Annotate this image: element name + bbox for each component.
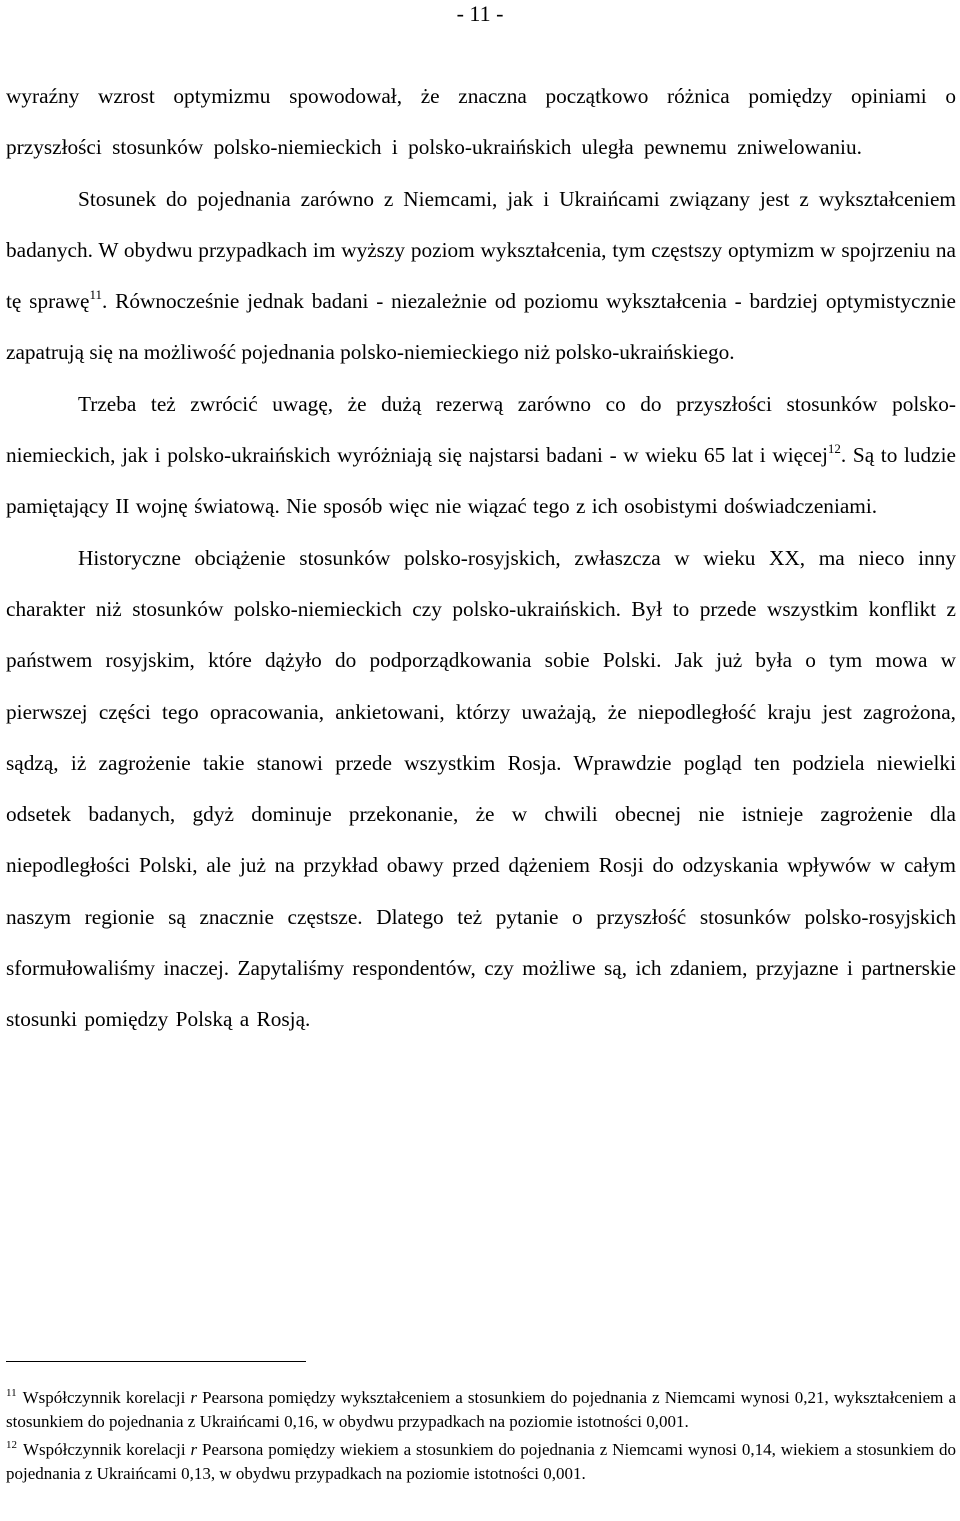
paragraph-3-text-a: Trzeba też zwrócić uwagę, że dużą rezerwą zarówno co do przyszłości stosunków polsko-niemieckich, jak i polsko-ukraińskich wyróżniają się najstarsi badani - w wieku 65 lat i więcej [6, 391, 956, 468]
paragraph-3-text-b: . Są to ludzie pamiętający II wojnę światową. Nie sposób więc nie wiązać tego z ich osobistymi doświadczeniami. [6, 443, 956, 519]
paragraph-2 [6, 174, 956, 379]
paragraph-2-text-b: . Równocześnie jednak badani - niezależnie od poziomu wykształcenia - bardziej optymistycznie zapatrują się na możliwość pojednania polsko-niemieckiego niż polsko-ukraińskiego. [6, 289, 956, 365]
footnote-11-text-b: Pearsona pomiędzy wykształceniem a stosunkiem do pojednania z Niemcami wynosi 0,21, wykształceniem a stosunkiem do pojednania z Ukraińcami 0,16, w obydwu przypadkach na poziomie istotności 0,001. [6, 1388, 956, 1431]
footnote-12-text-a: Współczynnik korelacji [23, 1440, 191, 1459]
footnotes [6, 1386, 956, 1486]
page-number: - 11 - [456, 1, 504, 26]
footnote-12-r: r [190, 1440, 198, 1459]
paragraph-4: Historyczne obciążenie stosunków polsko-rosyjskich, zwłaszcza w wieku XX, ma nieco inny charakter niż stosunków polsko-niemieckich czy polsko-ukraińskich. Był to przede wszystkim konflikt z państwem rosyjskim, które dążyło do podporządkowania sobie Polski. Jak już była o tym mowa w pierwszej części tego opracowania, ankietowani, którzy uważają, że niepodległość kraju jest zagrożona, sądzą, iż zagrożenie takie stanowi przede wszystkim Rosja. Wprawdzie pogląd ten podziela niewielki odsetek badanych, gdyż dominuje przekonanie, że w chwili obecnej nie istnieje zagrożenie dla niepodległości Polski, ale już na przykład obawy przed dążeniem Rosji do odzyskania wpływów w całym naszym regionie są znacznie częstsze. Dlatego też pytanie o przyszłość stosunków polsko-rosyjskich sformułowaliśmy inaczej. Zapytaliśmy respondentów, czy możliwe są, ich zdaniem, przyjazne i partnerskie stosunki pomiędzy Polską a Rosją. [6, 545, 956, 1032]
footnote-separator [6, 1361, 306, 1362]
footnote-number-11: 11 [6, 1387, 17, 1399]
footnote-11 [6, 1386, 956, 1434]
body-text [6, 71, 956, 1046]
footnote-11-r: r [190, 1388, 198, 1407]
footnote-ref-12[interactable]: 12 [827, 441, 841, 457]
footnote-12-text-b: Pearsona pomiędzy wiekiem a stosunkiem do pojednania z Niemcami wynosi 0,14, wiekiem a stosunkiem do pojednania z Ukraińcami 0,13, w obydwu przypadkach na poziomie istotności 0,001. [6, 1440, 956, 1483]
paragraph-3 [6, 379, 956, 533]
paragraph-1: wyraźny wzrost optymizmu spowodował, że znaczna początkowo różnica pomiędzy opiniami o przyszłości stosunków polsko-niemieckich i polsko-ukraińskich uległa pewnemu zniwelowaniu. [6, 84, 956, 160]
paragraph-2-text-a: Stosunek do pojednania zarówno z Niemcami, jak i Ukraińcami związany jest z wykształceniem badanych. W obydwu przypadkach im wyższy poziom wykształcenia, tym częstszy optymizm w spojrzeniu na tę sprawę [6, 186, 956, 314]
footnote-ref-11[interactable]: 11 [89, 287, 103, 303]
footnote-11-text-a: Współczynnik korelacji [22, 1388, 191, 1407]
footnote-12 [6, 1438, 956, 1486]
footnote-number-12: 12 [6, 1439, 17, 1451]
